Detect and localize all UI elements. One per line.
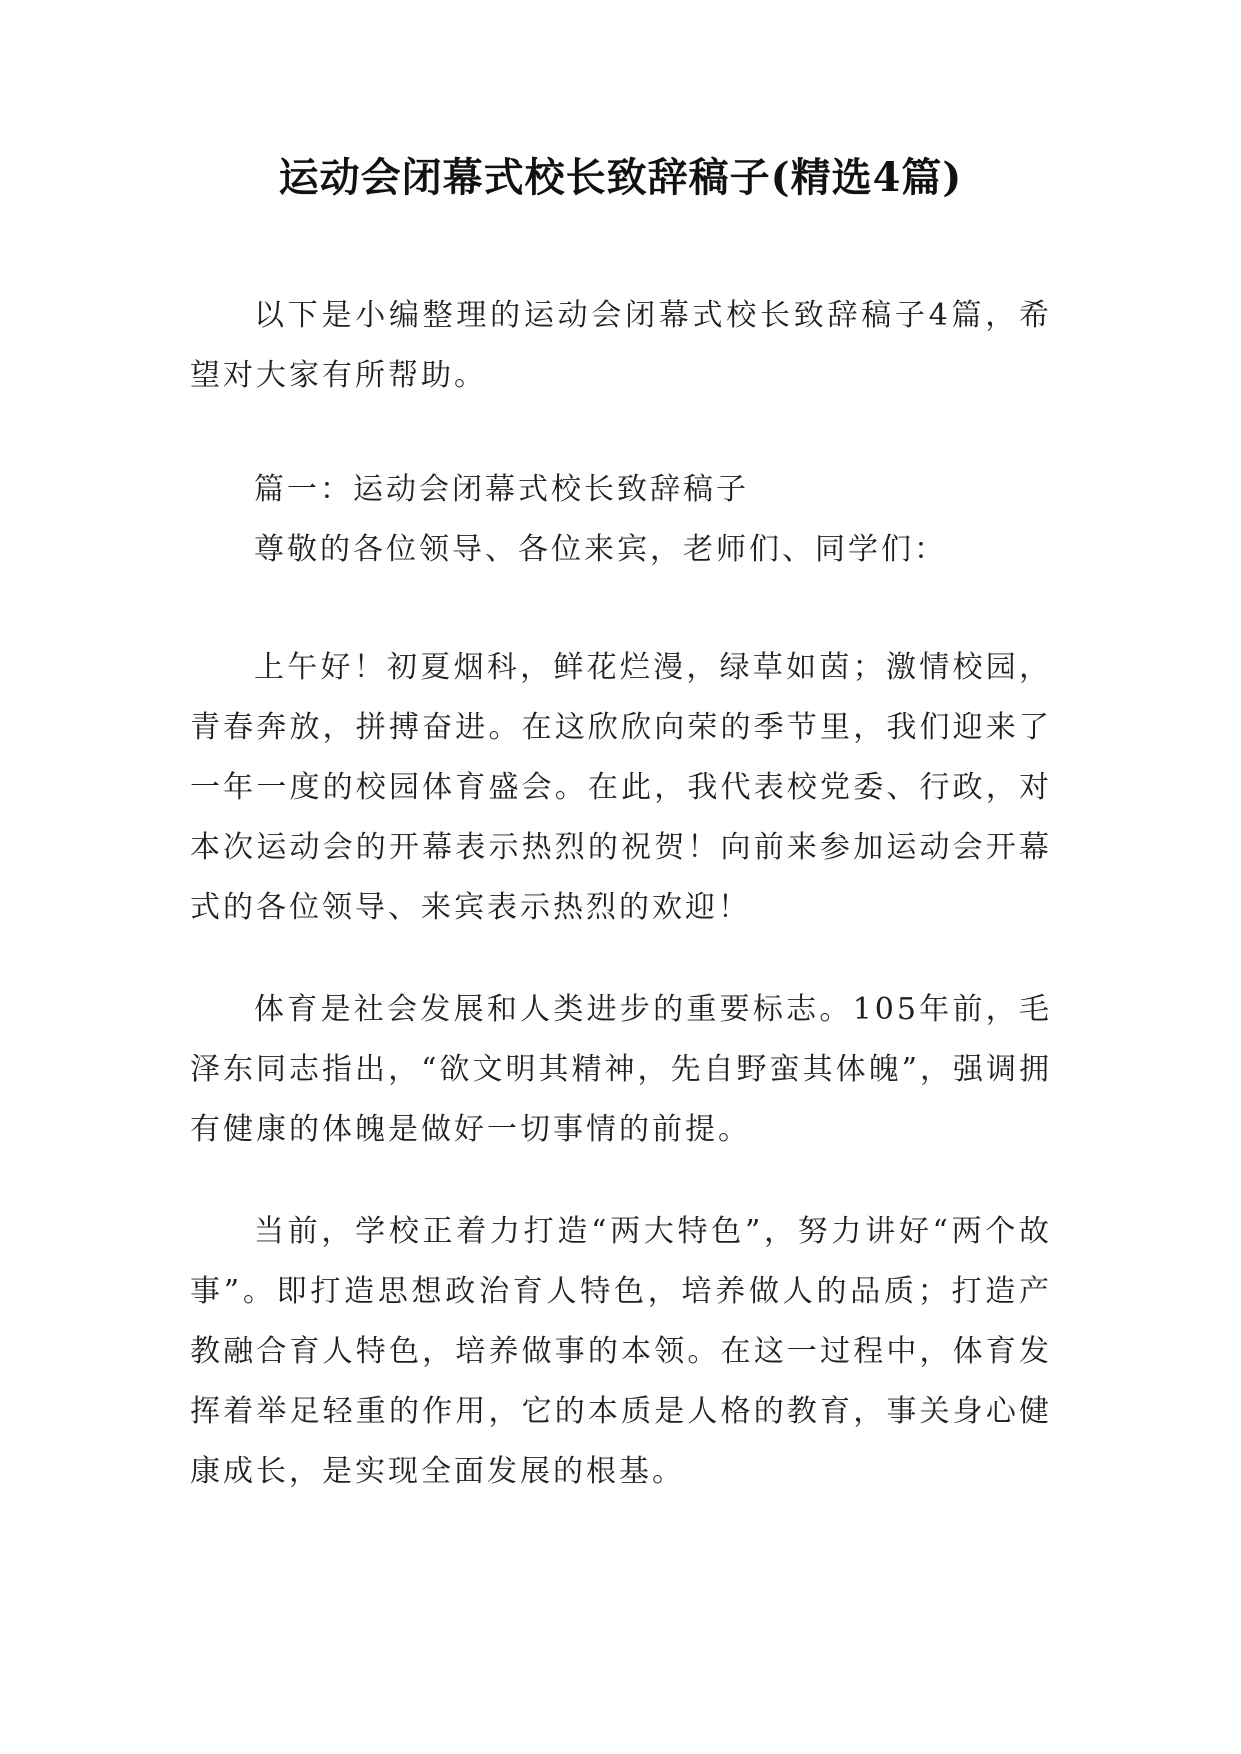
- body-paragraph: 上午好！初夏烟科，鲜花烂漫，绿草如茵；激情校园，青春奔放，拼搏奋进。在这欣欣向荣的季节里，我们迎来了一年一度的校园体育盛会。在此，我代表校党委、行政，对本次运动会的开幕表示热烈的祝贺！向前来参加运动会开幕式的各位领导、来宾表示热烈的欢迎！: [190, 650, 1052, 925]
- salutation-block: [190, 520, 1052, 580]
- paragraph-block-1: [190, 638, 1052, 938]
- document-title: 运动会闭幕式校长致辞稿子(精选4篇): [278, 154, 963, 201]
- paragraph-block-2: [190, 980, 1052, 1160]
- intro-block: [190, 286, 1052, 406]
- body-paragraph: 体育是社会发展和人类进步的重要标志。105年前，毛泽东同志指出，“欲文明其精神，先自野蛮其体魄”，强调拥有健康的体魄是做好一切事情的前提。: [190, 992, 1052, 1147]
- body-paragraph: 当前，学校正着力打造“两大特色”，努力讲好“两个故事”。即打造思想政治育人特色，培养做人的品质；打造产教融合育人特色，培养做事的本领。在这一过程中，体育发挥着举足轻重的作用，它的本质是人格的教育，事关身心健康成长，是实现全面发展的根基。: [190, 1214, 1052, 1489]
- salutation: 尊敬的各位领导、各位来宾，老师们、同学们：: [254, 532, 947, 567]
- section-heading: 篇一：运动会闭幕式校长致辞稿子: [254, 472, 749, 507]
- intro-paragraph: 以下是小编整理的运动会闭幕式校长致辞稿子4篇，希望对大家有所帮助。: [190, 298, 1052, 393]
- paragraph-block-3: [190, 1202, 1052, 1502]
- section-heading-block: [190, 460, 1052, 520]
